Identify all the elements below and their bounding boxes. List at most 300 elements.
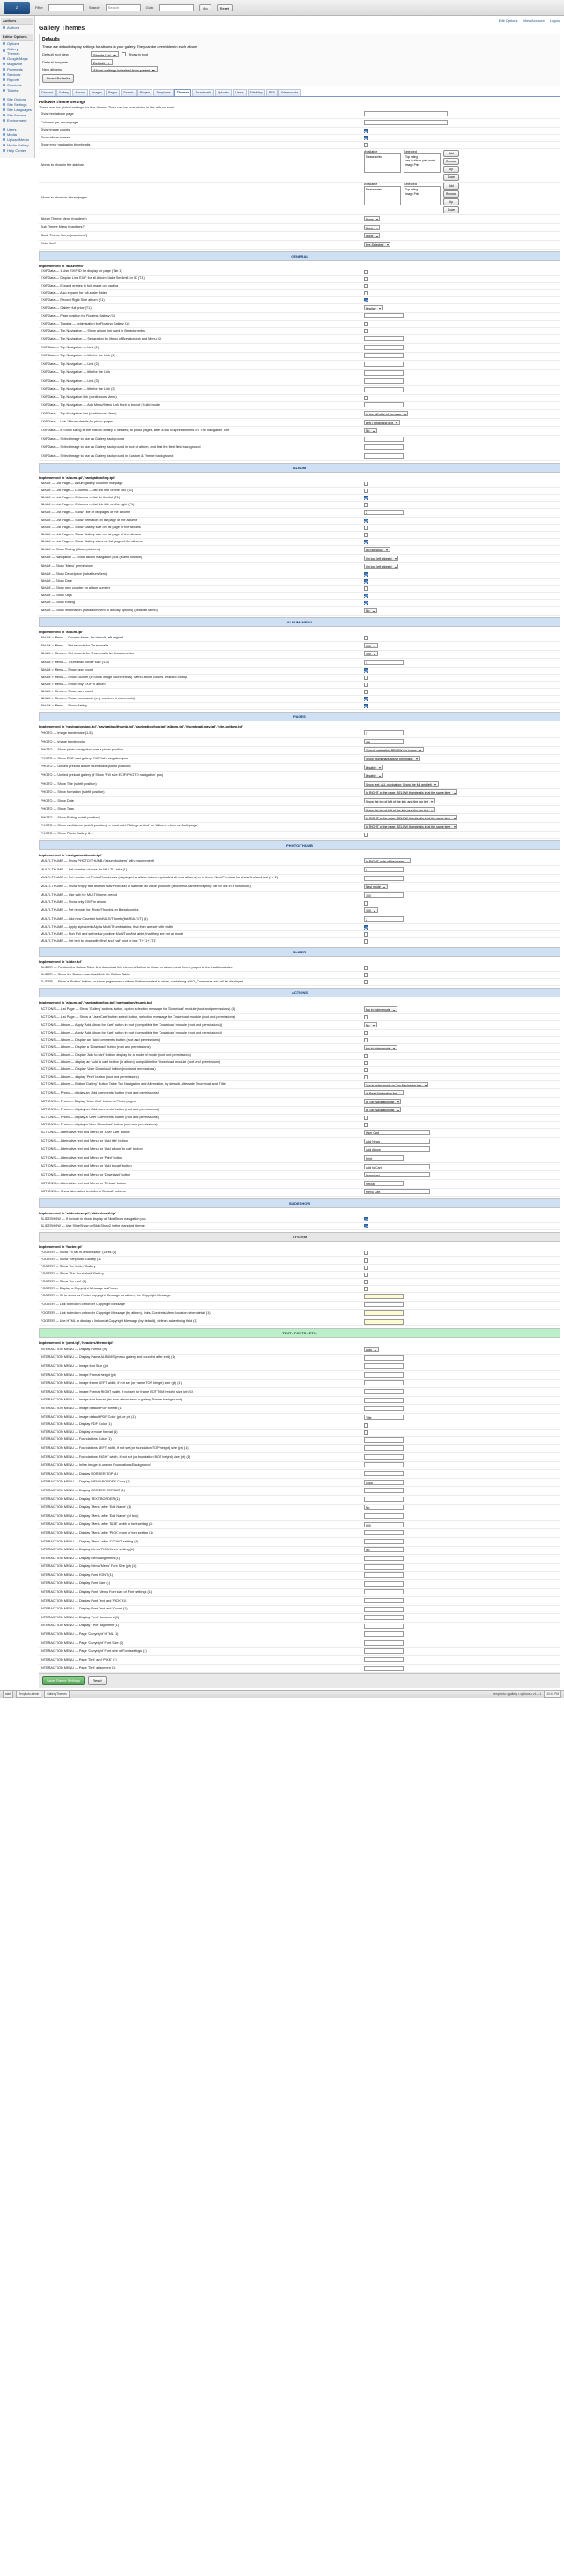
tab-plugins[interactable]: Plugins [137, 89, 153, 96]
setting-checkbox[interactable] [364, 129, 368, 133]
sidebar-item-label: Site Options [7, 96, 26, 101]
setting-input[interactable] [364, 1539, 404, 1544]
setting-checkbox[interactable] [364, 980, 368, 984]
setting-dropdown[interactable]: Top in index mode on Top Navigation bar [364, 1082, 428, 1087]
table-row [39, 1029, 560, 1036]
selected-label: Selected [404, 149, 417, 153]
tab-search[interactable]: Search [121, 89, 136, 96]
setting-input[interactable] [364, 1462, 404, 1467]
remove-button[interactable]: Remove [443, 190, 459, 198]
setting-input[interactable] [364, 1666, 404, 1671]
setting-input[interactable] [364, 453, 404, 459]
setting-label: EXIFData — Top Navigation — Separation for Menu of Breadcrumb and Menu (2) [39, 335, 362, 344]
setting-input[interactable] [364, 336, 404, 341]
setting-input[interactable] [364, 387, 404, 392]
setting-dropdown[interactable]: No [364, 608, 376, 613]
setting-input[interactable] [364, 1657, 404, 1662]
setting-input[interactable] [364, 1454, 404, 1460]
setting-input[interactable] [364, 1302, 404, 1307]
setting-dropdown[interactable]: None [364, 233, 380, 238]
setting-label: ACTIONS — Photo — display an 'Add comments' button (root and permissions) [39, 1106, 362, 1115]
setting-checkbox[interactable] [364, 1430, 368, 1435]
setting-input[interactable] [364, 1556, 404, 1561]
table-row [39, 1043, 560, 1052]
setting-input[interactable] [364, 444, 404, 450]
setting-checkbox[interactable] [364, 1251, 368, 1255]
setting-dropdown[interactable]: In the gift side of the page [364, 411, 408, 416]
setting-checkbox[interactable] [364, 1123, 368, 1127]
setting-input[interactable] [364, 1294, 404, 1299]
available-listbox[interactable]: Please select [364, 153, 401, 173]
setting-input[interactable]: 1 [364, 730, 404, 735]
setting-label: INTERACTION MENU — Image default PDF Color (pt, or pt) (1) [39, 1414, 362, 1422]
show-in-root-label: Show in root [128, 52, 148, 56]
tab-site-map[interactable]: Site Map [248, 89, 265, 96]
reset-form-button[interactable]: Reset [88, 1676, 106, 1685]
setting-input[interactable]: 1 [364, 660, 404, 665]
setting-dropdown[interactable]: at Read Navigation list [364, 1090, 404, 1095]
setting-input[interactable] [364, 1607, 404, 1612]
setting-input[interactable]: Reload [364, 1181, 404, 1186]
setting-input[interactable] [364, 1598, 404, 1603]
table-row [39, 930, 560, 937]
tab-uploads[interactable]: Uploads [215, 89, 232, 96]
setting-input[interactable]: 2 [364, 510, 404, 515]
setting-input[interactable]: Add to Cart [364, 1164, 430, 1169]
setting-label: EXIFData — Top Navigation bar (continuous Menu) [39, 410, 362, 419]
setting-checkbox[interactable] [364, 322, 368, 326]
implementation-note: Implemented in 'navigation/thumb.tpl' [39, 852, 102, 857]
reset-button[interactable]: Reset [217, 4, 233, 11]
table-row [39, 1478, 560, 1487]
setting-dropdown[interactable]: No [364, 1022, 376, 1027]
setting-checkbox[interactable] [364, 676, 368, 680]
setting-input[interactable] [364, 362, 404, 367]
setting-input[interactable] [364, 1363, 404, 1369]
table-row [39, 517, 560, 524]
setting-checkbox[interactable] [364, 277, 368, 281]
setting-checkbox[interactable] [364, 833, 368, 837]
available-label: Available [364, 183, 378, 187]
tab-pages[interactable]: Pages [106, 89, 120, 96]
setting-checkbox[interactable] [364, 482, 368, 486]
setting-checkbox[interactable] [364, 298, 368, 302]
setting-input[interactable]: 600 [364, 1522, 404, 1527]
bullet-icon [3, 68, 5, 71]
tab-watermarks[interactable]: Watermarks [278, 89, 301, 96]
setting-input[interactable] [364, 1389, 404, 1394]
setting-input[interactable] [364, 345, 404, 350]
tab-gallery[interactable]: Gallery [56, 89, 71, 96]
setting-dropdown[interactable]: top in index mode [364, 1006, 397, 1012]
setting-label: AlbUM — Show information (subalbum/item to display options) (detailed Menu) [39, 607, 362, 616]
page-title: Gallery Themes [39, 26, 85, 32]
setting-label: AlbUM — Navigation — Show album navigation plus (subfit position) [39, 554, 362, 563]
setting-input[interactable] [364, 1488, 404, 1493]
setting-dropdown[interactable]: auto [364, 1347, 379, 1352]
setting-label: Album Theme Menu (maxlines) [39, 215, 362, 224]
setting-label: INTERACTION MENU — Page 'Copyright' Font Size (1) [39, 1639, 362, 1648]
selected-item[interactable]: image Print [405, 191, 420, 196]
setting-dropdown[interactable]: 100 [364, 643, 378, 648]
table-row [39, 1138, 560, 1146]
setting-checkbox[interactable] [364, 939, 368, 944]
table-row [39, 1318, 560, 1326]
setting-dropdown[interactable]: 100 [364, 907, 378, 913]
table-row [39, 642, 560, 651]
setting-checkbox[interactable] [364, 291, 368, 295]
setting-checkbox[interactable] [364, 503, 368, 507]
setting-input[interactable]: Print [364, 1155, 404, 1161]
setting-checkbox[interactable] [364, 901, 368, 906]
taskbar-item-admin[interactable]: Zenphoto admin [16, 1691, 41, 1698]
setting-checkbox[interactable] [364, 1423, 368, 1428]
sidebar-item-tickets[interactable] [1, 87, 33, 93]
new-albums-select[interactable]: Album settings inherited from parent [91, 66, 158, 72]
setting-checkbox[interactable] [364, 704, 368, 708]
setting-input[interactable]: Menu Cart [364, 1189, 430, 1194]
setting-checkbox[interactable] [364, 668, 368, 673]
setting-checkbox[interactable] [364, 1217, 368, 1221]
setting-checkbox[interactable] [364, 636, 368, 640]
setting-checkbox[interactable] [364, 329, 368, 333]
setting-input[interactable] [364, 1581, 404, 1587]
setting-input[interactable] [364, 1564, 404, 1570]
setting-checkbox[interactable] [364, 526, 368, 530]
bullet-icon [3, 98, 5, 101]
setting-input[interactable] [364, 1355, 404, 1361]
setting-checkbox[interactable] [364, 1061, 368, 1065]
setting-dropdown[interactable]: Thumb navigation BELOW the image [364, 747, 424, 752]
setting-input[interactable] [364, 1445, 404, 1451]
setting-input[interactable] [364, 120, 448, 125]
taskbar-item-gallery-themes[interactable]: Gallery Themes [44, 1691, 69, 1698]
setting-checkbox[interactable] [364, 973, 368, 977]
table-row [39, 1014, 560, 1021]
selected-listbox[interactable] [404, 186, 441, 205]
sidebar-item-label: Site Languages [7, 107, 32, 112]
setting-dropdown[interactable]: Display [364, 305, 382, 310]
setting-dropdown[interactable]: Show thumbnails above the image [364, 756, 420, 761]
setting-label: FOOTER — Link to broken or border Copyright Message [39, 1301, 362, 1310]
setting-input[interactable] [364, 1648, 404, 1654]
setting-checkbox[interactable] [364, 1266, 368, 1270]
setting-checkbox[interactable] [364, 1031, 368, 1035]
setting-checkbox[interactable] [364, 1273, 368, 1277]
table-row [39, 729, 560, 737]
table-row [39, 1310, 560, 1318]
table-row [39, 667, 560, 674]
tab-templates[interactable]: Templates [153, 89, 173, 96]
sidebar-group-authors [1, 18, 33, 30]
setting-label: INTERACTION MENU — Display PDF Color (1) [39, 1422, 362, 1429]
setting-dropdown[interactable]: None [364, 225, 380, 230]
filter-input[interactable] [48, 4, 84, 11]
move-down-button[interactable]: Down [443, 174, 459, 181]
setting-label: MULTI-THUMB — Show only EXIF in album [39, 900, 362, 907]
setting-checkbox[interactable] [364, 489, 368, 493]
setting-dropdown[interactable]: Show text, ALL navigation; Show the full and left [364, 781, 439, 787]
setting-label: EXIFData — Page position for Floating Gallery (1) [39, 312, 362, 321]
selected-item[interactable]: image Print [405, 162, 420, 167]
setting-dropdown[interactable]: top in index mode [364, 1045, 397, 1050]
setting-dropdown[interactable]: On top, left aligned [364, 564, 398, 569]
setting-checkbox[interactable] [364, 594, 368, 598]
available-listbox[interactable]: Please select [364, 186, 401, 205]
table-row [39, 1461, 560, 1470]
setting-checkbox[interactable] [364, 1075, 368, 1079]
link-logout[interactable]: Logout [549, 19, 560, 23]
tab-thumbnails[interactable]: Thumbnails [192, 89, 214, 96]
setting-input[interactable] [364, 1640, 404, 1646]
tab-images[interactable]: Images [89, 89, 105, 96]
setting-input[interactable]: User Cart [364, 1130, 430, 1135]
setting-label: INTERACTION MENU — Inline Image to use on Foundations/Background [39, 1461, 362, 1470]
setting-input[interactable] [364, 370, 404, 376]
sidebar-item-help-center[interactable] [1, 147, 33, 153]
setting-dropdown[interactable]: Pre-Selected [364, 242, 390, 247]
table-row [39, 1188, 560, 1197]
setting-label: EXIFData — Top Navigation — Link (2) [39, 361, 362, 370]
setting-input[interactable] [364, 1310, 404, 1316]
defaults-heading: Defaults [42, 37, 60, 42]
dual-list-table [39, 149, 560, 250]
setting-checkbox[interactable] [364, 925, 368, 930]
setting-dropdown[interactable]: In RIGHT of the page, BELOW thumbnails in at the same time [364, 824, 457, 829]
setting-input[interactable] [364, 437, 404, 442]
table-row [39, 1052, 560, 1059]
setting-checkbox[interactable] [364, 586, 368, 591]
table-row [39, 436, 560, 444]
link-view-account[interactable]: View Account [523, 19, 545, 23]
setting-checkbox[interactable] [364, 966, 368, 970]
setting-input[interactable] [364, 876, 404, 881]
setting-label: AlbUM — List Page — Show Title or list pages of the albums [39, 509, 362, 518]
setting-input[interactable] [364, 1615, 404, 1620]
setting-dropdown[interactable]: Navi mode [364, 884, 388, 889]
setting-checkbox[interactable] [364, 601, 368, 605]
setting-checkbox[interactable] [364, 1068, 368, 1072]
setting-checkbox[interactable] [364, 1280, 368, 1284]
setting-input[interactable]: #fff [364, 739, 404, 744]
setting-dropdown[interactable]: Disable [364, 773, 383, 778]
setting-input[interactable]: Add News [364, 1139, 430, 1144]
setting-label: INTERACTION MENU — Foundations RIGHT width, if not set (or foundation BOT height) size (pt) (1) [39, 1453, 362, 1462]
setting-checkbox[interactable] [364, 572, 368, 577]
setting-input[interactable]: Add Album [364, 1146, 430, 1152]
default-template-select[interactable]: Default [91, 59, 113, 65]
setting-checkbox[interactable] [364, 519, 368, 523]
setting-checkbox[interactable] [364, 683, 368, 687]
setting-checkbox[interactable] [364, 1015, 368, 1019]
setting-label: PHOTO — Show Title (subfit position) [39, 780, 362, 788]
search-input[interactable] [106, 4, 141, 11]
move-down-button[interactable]: Down [443, 206, 459, 213]
setting-label: MULTI-THUMB — Set number of Photo/Thumbnails (displayed at album tabs in uploaded all new albums) or in those Next/Previous for show first and last (1 / 2) [39, 874, 362, 883]
setting-input[interactable]: Download [364, 1172, 430, 1177]
table-row [39, 1264, 560, 1271]
setting-input[interactable] [364, 1372, 404, 1378]
setting-checkbox[interactable] [364, 284, 368, 288]
setting-label: INTERACTION MENU — Display 'Menu' after 'Edit Name' (of font) [39, 1512, 362, 1521]
goto-input[interactable] [159, 4, 194, 11]
table-row [39, 1115, 560, 1122]
setting-dropdown[interactable]: at Top Navigation list [364, 1099, 401, 1104]
sidebar-item-authors[interactable] [1, 25, 33, 30]
setting-checkbox[interactable] [364, 136, 368, 140]
sidebar-item-label: Reports [7, 77, 20, 82]
add-button[interactable]: Add [443, 183, 459, 190]
table-row [39, 1363, 560, 1371]
setting-label: AlbUM > Menu — Show own count [39, 689, 362, 696]
setting-checkbox[interactable] [364, 1287, 368, 1291]
setting-label: SLIDESHOW — Use SlideShow or SlideShow2 in the standard theme [39, 1223, 362, 1230]
setting-dropdown[interactable]: In RIGHT of the page, BELOW thumbnails in at the same time [364, 815, 457, 820]
setting-input[interactable] [364, 1471, 404, 1476]
setting-label: EXIFData — Top Navigation — title for the Link [39, 369, 362, 377]
setting-label: INTERACTION MENU — Display Font Text and 'PICK' (1) [39, 1597, 362, 1606]
setting-input[interactable]: 100 [364, 892, 404, 898]
table-row [39, 361, 560, 370]
setting-input[interactable]: No [364, 1547, 404, 1552]
setting-input[interactable] [364, 1530, 404, 1535]
table-row [39, 1257, 560, 1264]
setting-input[interactable]: Color [364, 1480, 404, 1485]
setting-checkbox[interactable] [364, 697, 368, 701]
setting-dropdown[interactable]: 100 [364, 651, 378, 656]
setting-dropdown[interactable]: Show the top of left of the tab, and the top left [364, 798, 435, 803]
setting-checkbox[interactable] [364, 496, 368, 500]
setting-input[interactable] [364, 1572, 404, 1578]
save-theme-settings-button[interactable]: Save Theme Settings [42, 1676, 85, 1685]
setting-input[interactable]: 3 [364, 867, 404, 872]
setting-input[interactable] [364, 1398, 404, 1403]
table-row [39, 401, 560, 410]
setting-input[interactable] [364, 378, 404, 384]
tab-albums[interactable]: Albums [72, 89, 88, 96]
form-footer [39, 1673, 560, 1688]
setting-dropdown[interactable]: In RIGHT of the page, BELOW thumbnails in at the same time [364, 789, 457, 795]
table-row [39, 369, 560, 377]
table-row [39, 546, 560, 555]
setting-dropdown[interactable]: On top, left aligned [364, 556, 398, 561]
table-row [39, 1664, 560, 1673]
setting-label: AlbUM — List Page — Show Gallery size on list page of the albums [39, 531, 362, 538]
setting-input[interactable] [364, 1319, 404, 1325]
setting-dropdown[interactable]: Left / Small and text [364, 420, 400, 425]
setting-input[interactable] [364, 111, 448, 116]
table-row [39, 972, 560, 979]
setting-checkbox[interactable] [364, 1038, 368, 1042]
sidebar-item-environment[interactable] [1, 117, 33, 123]
setting-input[interactable] [364, 1497, 404, 1502]
setting-dropdown[interactable]: No [364, 428, 376, 433]
setting-label: INTERACTION MENU — Display Font Text and 'Count' (1) [39, 1605, 362, 1614]
table-row [39, 780, 560, 788]
setting-label: INTERACTION MENU — Display 'Menu' after 'Edit Name' (1) [39, 1504, 362, 1512]
setting-checkbox[interactable] [364, 1224, 368, 1228]
reset-defaults-button[interactable]: Reset Defaults [42, 74, 74, 83]
setting-checkbox[interactable] [364, 932, 368, 937]
setting-dropdown[interactable]: Do not show [364, 547, 390, 552]
setting-input[interactable]: Title [364, 1415, 404, 1420]
default-root-view-select[interactable]: Simple List [91, 51, 119, 57]
selected-listbox[interactable] [404, 153, 441, 173]
tab-themes[interactable]: Themes [174, 89, 192, 96]
table-row [39, 111, 560, 119]
move-up-button[interactable]: Up [443, 198, 459, 205]
setting-input[interactable] [364, 353, 404, 358]
setting-dropdown[interactable]: Disable [364, 765, 383, 770]
setting-checkbox[interactable] [364, 690, 368, 694]
link-edit-options[interactable]: Edit Options [498, 19, 518, 23]
go-button[interactable]: Go [199, 4, 211, 11]
setting-input[interactable] [364, 313, 404, 318]
setting-checkbox[interactable] [364, 579, 368, 584]
tab-rss[interactable]: RSS [266, 89, 278, 96]
setting-input[interactable] [364, 1380, 404, 1385]
setting-dropdown[interactable]: In RIGHT, side of the image [364, 858, 411, 863]
setting-checkbox[interactable] [364, 1116, 368, 1120]
setting-label: PHOTO — Show EXIF and gallery EXIF/full navigation pos [39, 755, 362, 764]
setting-checkbox[interactable] [364, 540, 368, 544]
implementation-note: Implemented in 'album.tpl','navigation/top.tpl' [39, 474, 115, 480]
setting-label: INTERACTION MENU — Display Font 'Menu' Font size of Font settings (1) [39, 1588, 362, 1597]
setting-input[interactable]: No [364, 1505, 404, 1510]
setting-dropdown[interactable]: Show the top of left of the tab, and the top left [364, 807, 435, 812]
setting-input[interactable]: 2 [364, 916, 404, 922]
setting-input[interactable] [364, 1631, 404, 1637]
table-row [39, 900, 560, 907]
setting-checkbox[interactable] [364, 270, 368, 274]
setting-label: ACTIONS — Alternative text and Menu for 'Add album' to cart' button [39, 1146, 362, 1154]
setting-input[interactable] [364, 1513, 404, 1519]
table-row [39, 1059, 560, 1066]
setting-input[interactable] [364, 1624, 404, 1629]
setting-input[interactable] [364, 402, 404, 407]
setting-input[interactable] [364, 1589, 404, 1594]
selected-item[interactable]: Top rating [405, 154, 419, 159]
add-button[interactable]: Add [443, 150, 459, 157]
sidebar-group-editor-options [1, 34, 33, 93]
table-row [39, 1512, 560, 1521]
show-in-root-checkbox[interactable] [122, 52, 126, 56]
setting-label: PHOTO — Show confidence (subfit position) — must add 'Rating method' on 'Album in form on Auth page' [39, 822, 362, 831]
setting-dropdown[interactable]: None [364, 216, 380, 221]
setting-checkbox[interactable] [364, 396, 368, 400]
setting-dropdown[interactable]: at Top Navigation list [364, 1107, 401, 1112]
setting-checkbox[interactable] [364, 1054, 368, 1058]
table-row [39, 1520, 560, 1529]
tab-general[interactable]: General [39, 89, 56, 96]
remove-button[interactable]: Remove [443, 158, 459, 165]
selected-item[interactable]: use in album print mode [405, 159, 436, 163]
setting-checkbox[interactable] [364, 533, 368, 537]
table-row [39, 1436, 560, 1445]
tab-users[interactable]: Users [233, 89, 246, 96]
selected-item[interactable]: Top rating [405, 188, 419, 192]
start-button[interactable]: start [3, 1691, 13, 1698]
table-row [39, 1106, 560, 1115]
setting-checkbox[interactable] [364, 143, 368, 147]
implementation-note: Implemented in 'navigation/top.tpl','navigation/thumb.tpl','navigation/top.tpl','album.tpl','thumbnail-nav.tpl','site-bottom.tpl' [39, 724, 243, 729]
setting-checkbox[interactable] [364, 1258, 368, 1263]
move-up-button[interactable]: Up [443, 166, 459, 173]
setting-input[interactable] [364, 1437, 404, 1443]
section-banner: ACTIONS [39, 988, 560, 997]
sidebar-item-gallery-themes[interactable] [1, 46, 33, 56]
setting-input[interactable] [364, 1406, 404, 1411]
